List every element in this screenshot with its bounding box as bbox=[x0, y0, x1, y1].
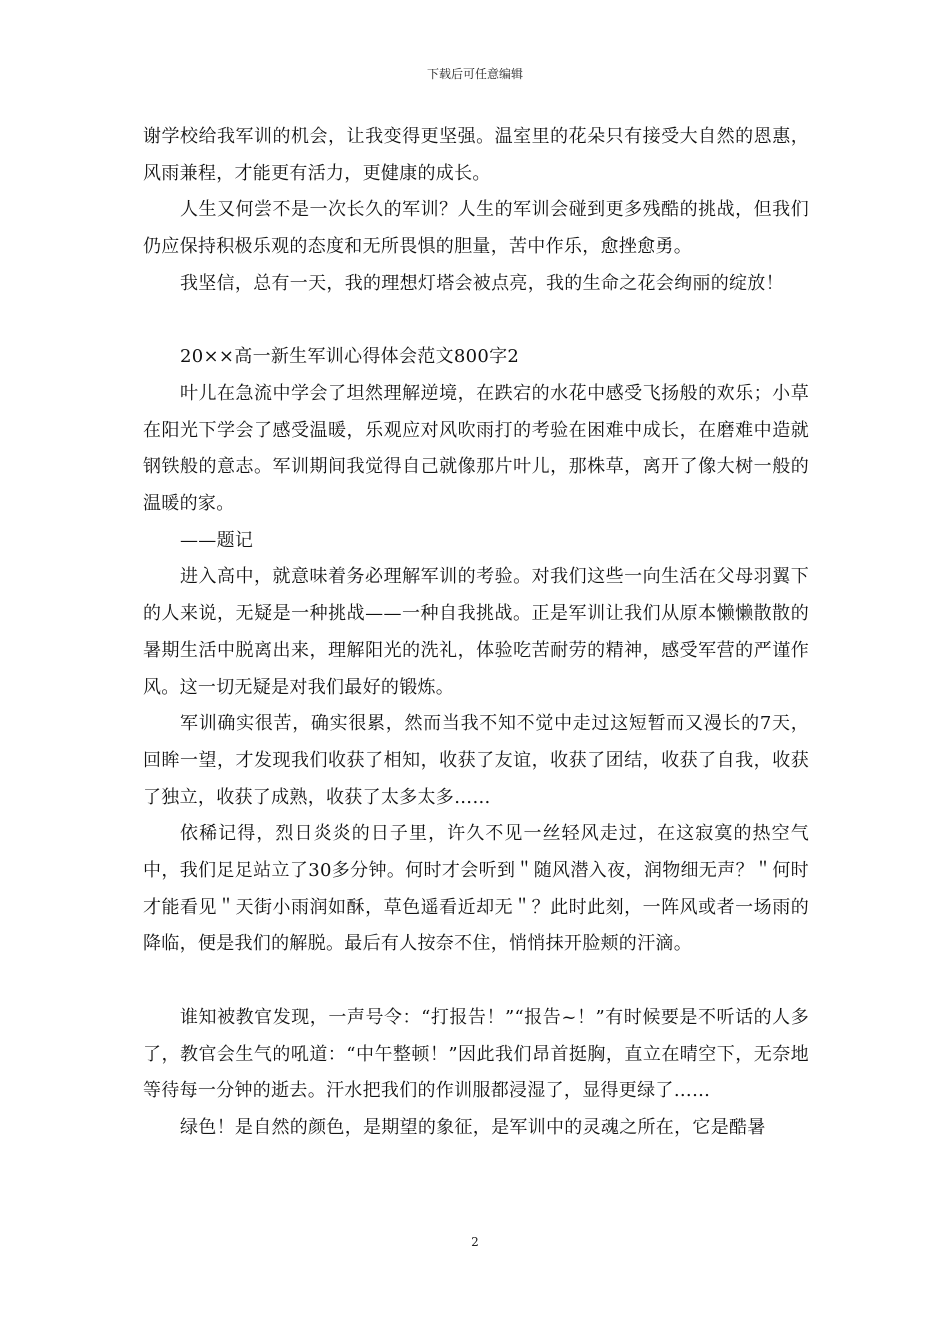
section-title: 20××高一新生军训心得体会范文800字2 bbox=[180, 346, 520, 368]
paragraph-3: 我坚信，总有一天，我的理想灯塔会被点亮，我的生命之花会绚丽的绽放！ bbox=[180, 272, 784, 294]
paragraph-5: 叶儿在急流中学会了坦然理解逆境，在跌宕的水花中感受飞扬般的欢乐；小草在阳光下学会了感受温暖，乐观应对风吹雨打的考验在困难中成长，在磨难中造就钢铁般的意志。军训期间我觉得自己就像那片叶儿，那株草，离开了像大树一般的温暖的家。 bbox=[143, 382, 809, 515]
paragraph-10: 谁知被教官发现，一声号令：“打报告！”“报告~！”有时候要是不听话的人多了，教官会生气的吼道：“中午整顿！”因此我们昂首挺胸，直立在晴空下，无奈地等待每一分钟的逝去。汗水把我们的作训服都浸湿了，显得更绿了…… bbox=[143, 1006, 809, 1102]
paragraph-1: 谢学校给我军训的机会，让我变得更坚强。温室里的花朵只有接受大自然的恩惠，风雨兼程，才能更有活力，更健康的成长。 bbox=[143, 126, 809, 184]
paragraph-2: 人生又何尝不是一次长久的军训？人生的军训会碰到更多残酷的挑战，但我们仍应保持积极乐观的态度和无所畏惧的胆量，苦中作乐，愈挫愈勇。 bbox=[143, 199, 809, 258]
document-body bbox=[143, 119, 809, 1147]
paragraph-7: 进入高中，就意味着务必理解军训的考验。对我们这些一向生活在父母羽翼下的人来说，无疑是一种挑战——一种自我挑战。正是军训让我们从原本懒懒散散的暑期生活中脱离出来，理解阳光的洗礼，体验吃苦耐劳的精神，感受军营的严谨作风。这一切无疑是对我们最好的锻炼。 bbox=[143, 566, 809, 698]
paragraph-8: 军训确实很苦，确实很累，然而当我不知不觉中走过这短暂而又漫长的7天，回眸一望，才发现我们收获了相知，收获了友谊，收获了团结，收获了自我，收获了独立，收获了成熟，收获了太多太多…… bbox=[143, 713, 809, 808]
paragraph-9: 依稀记得，烈日炎炎的日子里，许久不见一丝轻风走过，在这寂寞的热空气中，我们足足站立了30多分钟。何时才会听到＂随风潜入夜，润物细无声？＂何时才能看见＂天街小雨润如酥，草色遥看近却无＂？此时此刻，一阵风或者一场雨的降临，便是我们的解脱。最后有人按奈不住，悄悄抹开脸颊的汗滴。 bbox=[143, 823, 809, 955]
epigraph-attribution: ——题记 bbox=[180, 529, 254, 551]
paragraph-11: 绿色！是自然的颜色，是期望的象征，是军训中的灵魂之所在，它是酷暑 bbox=[180, 1116, 766, 1138]
page-number: 2 bbox=[471, 1235, 479, 1249]
page-header: 下载后可任意编辑 bbox=[426, 67, 523, 81]
